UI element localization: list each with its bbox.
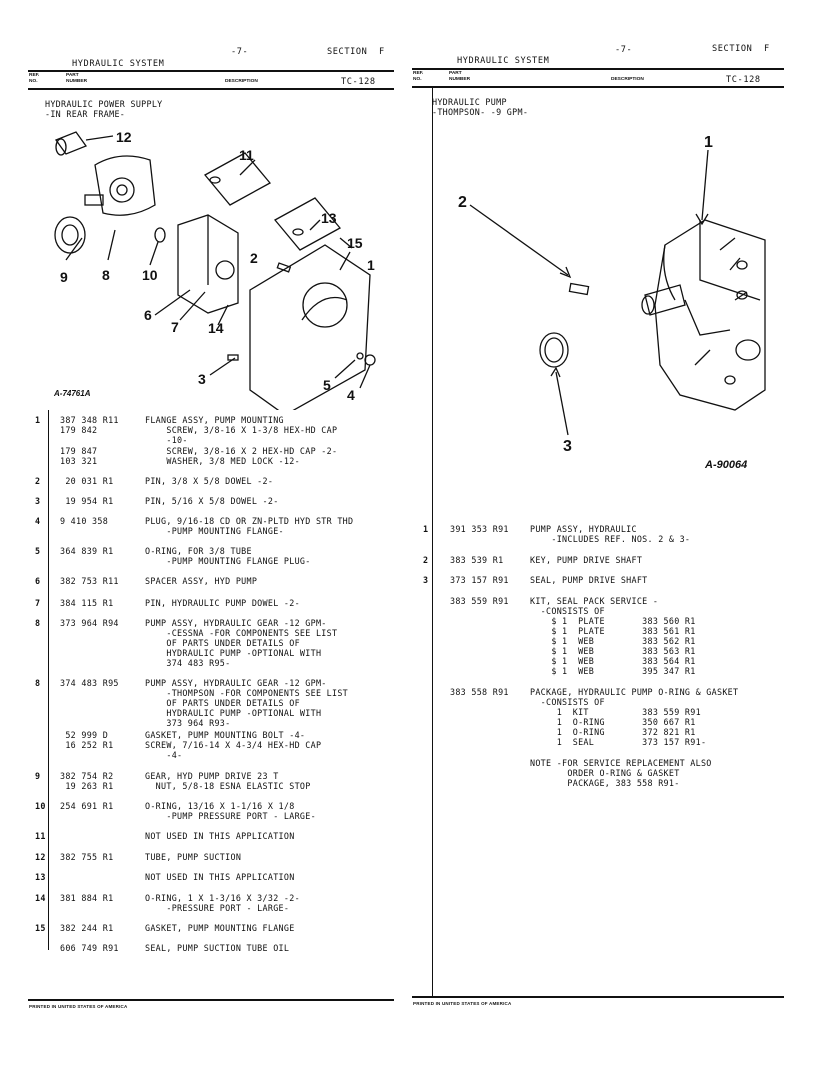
ref-number: 10 (35, 801, 46, 811)
ref-number: 6 (35, 576, 41, 586)
part-number: 382 755 R1 (60, 852, 114, 862)
callout-14: 14 (208, 320, 224, 336)
ref-number: 1 (423, 524, 429, 534)
callout-6: 6 (144, 307, 152, 323)
part-number: 383 559 R91 (450, 596, 509, 606)
callout-10: 10 (142, 267, 158, 283)
part-number: 373 964 R94 (60, 618, 119, 628)
part-description: SPACER ASSY, HYD PUMP (145, 576, 258, 586)
part-number: 20 031 R1 (60, 476, 114, 486)
part-number: 179 847 (60, 446, 98, 456)
ref-number: 3 (423, 575, 429, 585)
ref-number: 2 (35, 476, 41, 486)
part-number: 179 842 (60, 425, 98, 435)
part-number: 383 539 R1 (450, 555, 504, 565)
right-page-number: -7- (615, 45, 633, 55)
left-col-ref-header: REF. NO. (29, 73, 40, 84)
ref-number: 14 (35, 893, 46, 903)
callout-12: 12 (116, 129, 132, 145)
part-number: 16 252 R1 (60, 740, 114, 750)
callout-1: 1 (367, 257, 375, 273)
hydraulic-pump-illustration (430, 110, 790, 470)
callout-9: 9 (60, 269, 68, 285)
right-figure-id: A-90064 (705, 459, 748, 471)
part-number: 19 263 R1 (60, 781, 114, 791)
part-number: 382 754 R2 (60, 771, 114, 781)
right-col-desc-header: DESCRIPTION (611, 77, 644, 82)
left-col-desc-header: DESCRIPTION (225, 79, 258, 84)
ref-number: 3 (35, 496, 41, 506)
part-description: GEAR, HYD PUMP DRIVE 23 T (145, 771, 279, 781)
right-col-part-header: PART NUMBER (449, 71, 471, 82)
part-description: FLANGE ASSY, PUMP MOUNTING (145, 415, 284, 425)
part-description: O-RING, FOR 3/8 TUBE -PUMP MOUNTING FLANGE PLUG- (145, 546, 311, 566)
exploded-pump-illustration (40, 120, 410, 410)
part-description: KEY, PUMP DRIVE SHAFT (530, 555, 643, 565)
part-number: 384 115 R1 (60, 598, 114, 608)
part-description: SCREW, 3/8-16 X 1-3/8 HEX-HD CAP -10- (166, 425, 338, 445)
ref-number: 4 (35, 516, 41, 526)
part-number: 606 749 R91 (60, 943, 119, 953)
part-description: PLUG, 9/16-18 CD OR ZN-PLTD HYD STR THD -PUMP MOUNTING FLANGE- (145, 516, 354, 536)
ref-number: 9 (35, 771, 41, 781)
part-description: PUMP ASSY, HYDRAULIC GEAR -12 GPM- -THOMPSON -FOR COMPONENTS SEE LIST OF PARTS UNDER DETAILS OF HYDRAULIC PUMP -OPTIONAL WITH 373 964 R93- (145, 678, 349, 728)
part-number: 52 999 D (60, 730, 109, 740)
part-number: 374 483 R95 (60, 678, 119, 688)
ref-number: 15 (35, 923, 46, 933)
ref-number: 13 (35, 872, 46, 882)
callout-13: 13 (321, 210, 337, 226)
ref-number: 5 (35, 546, 41, 556)
part-description: SEAL, PUMP DRIVE SHAFT (530, 575, 648, 585)
part-number: 103 321 (60, 456, 98, 466)
part-number: 381 884 R1 (60, 893, 114, 903)
left-footer: PRINTED IN UNITED STATES OF AMERICA (29, 1004, 128, 1009)
ref-number: 8 (35, 618, 41, 628)
callout-11: 11 (239, 147, 254, 163)
callout-4: 4 (347, 387, 355, 403)
part-description: NUT, 5/8-18 ESNA ELASTIC STOP (145, 781, 311, 791)
part-description: NOT USED IN THIS APPLICATION (145, 831, 295, 841)
ref-number: 11 (35, 831, 46, 841)
part-number: 387 348 R11 (60, 415, 119, 425)
callout-15: 15 (347, 235, 363, 251)
part-description: PIN, HYDRAULIC PUMP DOWEL -2- (145, 598, 300, 608)
part-number: 364 839 R1 (60, 546, 114, 556)
part-description: SCREW, 7/16-14 X 4-3/4 HEX-HD CAP -4- (145, 740, 322, 760)
part-number: 391 353 R91 (450, 524, 509, 534)
part-description: PUMP ASSY, HYDRAULIC GEAR -12 GPM- -CESSNA -FOR COMPONENTS SEE LIST OF PARTS UNDER DETAILS OF HYDRAULIC PUMP -OPTIONAL WITH 374 483 R95- (145, 618, 338, 668)
part-description: GASKET, PUMP MOUNTING FLANGE (145, 923, 295, 933)
part-description: SEAL, PUMP SUCTION TUBE OIL (145, 943, 290, 953)
part-number: 19 954 R1 (60, 496, 114, 506)
part-number: 382 244 R1 (60, 923, 114, 933)
right-section-label: SECTION F (712, 44, 770, 54)
part-number: 383 558 R91 (450, 687, 509, 697)
left-section-label: SECTION F (327, 47, 385, 57)
part-description: PACKAGE, HYDRAULIC PUMP O-RING & GASKET -CONSISTS OF 1 KIT 383 559 R91 1 O-RING 350 667 R1 1 O-RING 372 821 R1 1 SEAL 373 157 R91- (530, 687, 739, 747)
part-number: 382 753 R11 (60, 576, 119, 586)
right-col-ref-header: REF. NO. (413, 71, 424, 82)
part-description: O-RING, 13/16 X 1-1/16 X 1/8 -PUMP PRESSURE PORT - LARGE- (145, 801, 316, 821)
part-description: NOT USED IN THIS APPLICATION (145, 872, 295, 882)
part-number: 254 691 R1 (60, 801, 114, 811)
ref-number: 7 (35, 598, 41, 608)
right-code: TC-128 (726, 75, 761, 85)
callout-2: 2 (250, 250, 258, 266)
left-figure-id: A-74761A (54, 389, 91, 398)
left-group-title: HYDRAULIC POWER SUPPLY -IN REAR FRAME- (45, 99, 163, 119)
part-description: TUBE, PUMP SUCTION (145, 852, 242, 862)
ref-number: 12 (35, 852, 46, 862)
ref-number: 1 (35, 415, 41, 425)
callout-8: 8 (102, 267, 110, 283)
callout-r2: 2 (458, 194, 467, 211)
part-number: 373 157 R91 (450, 575, 509, 585)
ref-number: 8 (35, 678, 41, 688)
part-description: GASKET, PUMP MOUNTING BOLT -4- (145, 730, 306, 740)
left-col-part-header: PART NUMBER (66, 73, 88, 84)
part-description: O-RING, 1 X 1-3/16 X 3/32 -2- -PRESSURE PORT - LARGE- (145, 893, 300, 913)
callout-3: 3 (198, 371, 206, 387)
callout-5: 5 (323, 377, 331, 393)
part-description: PIN, 5/16 X 5/8 DOWEL -2- (145, 496, 279, 506)
left-code: TC-128 (341, 77, 376, 87)
ref-number: 2 (423, 555, 429, 565)
right-section-title: HYDRAULIC SYSTEM (457, 56, 550, 66)
part-description: PUMP ASSY, HYDRAULIC -INCLUDES REF. NOS. 2 & 3- (530, 524, 691, 544)
part-number: 9 410 358 (60, 516, 109, 526)
part-description: WASHER, 3/8 MED LOCK -12- (145, 456, 300, 466)
left-column-divider (48, 410, 49, 950)
part-description: PIN, 3/8 X 5/8 DOWEL -2- (145, 476, 274, 486)
part-description: KIT, SEAL PACK SERVICE - -CONSISTS OF $ 1 PLATE 383 560 R1 $ 1 PLATE 383 561 R1 $ 1 WEB 383 562 R1 $ 1 WEB 383 563 R1 $ 1 WEB 383 564 R1 $ 1 WEB 395 347 R1 (530, 596, 696, 676)
callout-r3: 3 (563, 438, 572, 455)
part-description: SCREW, 3/8-16 X 2 HEX-HD CAP -2- (145, 446, 338, 456)
left-page-number: -7- (231, 47, 249, 57)
callout-r1: 1 (704, 134, 713, 151)
right-footer: PRINTED IN UNITED STATES OF AMERICA (413, 1001, 512, 1006)
right-group-title: HYDRAULIC PUMP -THOMPSON- -9 GPM- (432, 97, 529, 117)
callout-7: 7 (171, 319, 179, 335)
part-description: NOTE -FOR SERVICE REPLACEMENT ALSO ORDER O-RING & GASKET PACKAGE, 383 558 R91- (530, 758, 712, 788)
left-section-title: HYDRAULIC SYSTEM (72, 59, 165, 69)
